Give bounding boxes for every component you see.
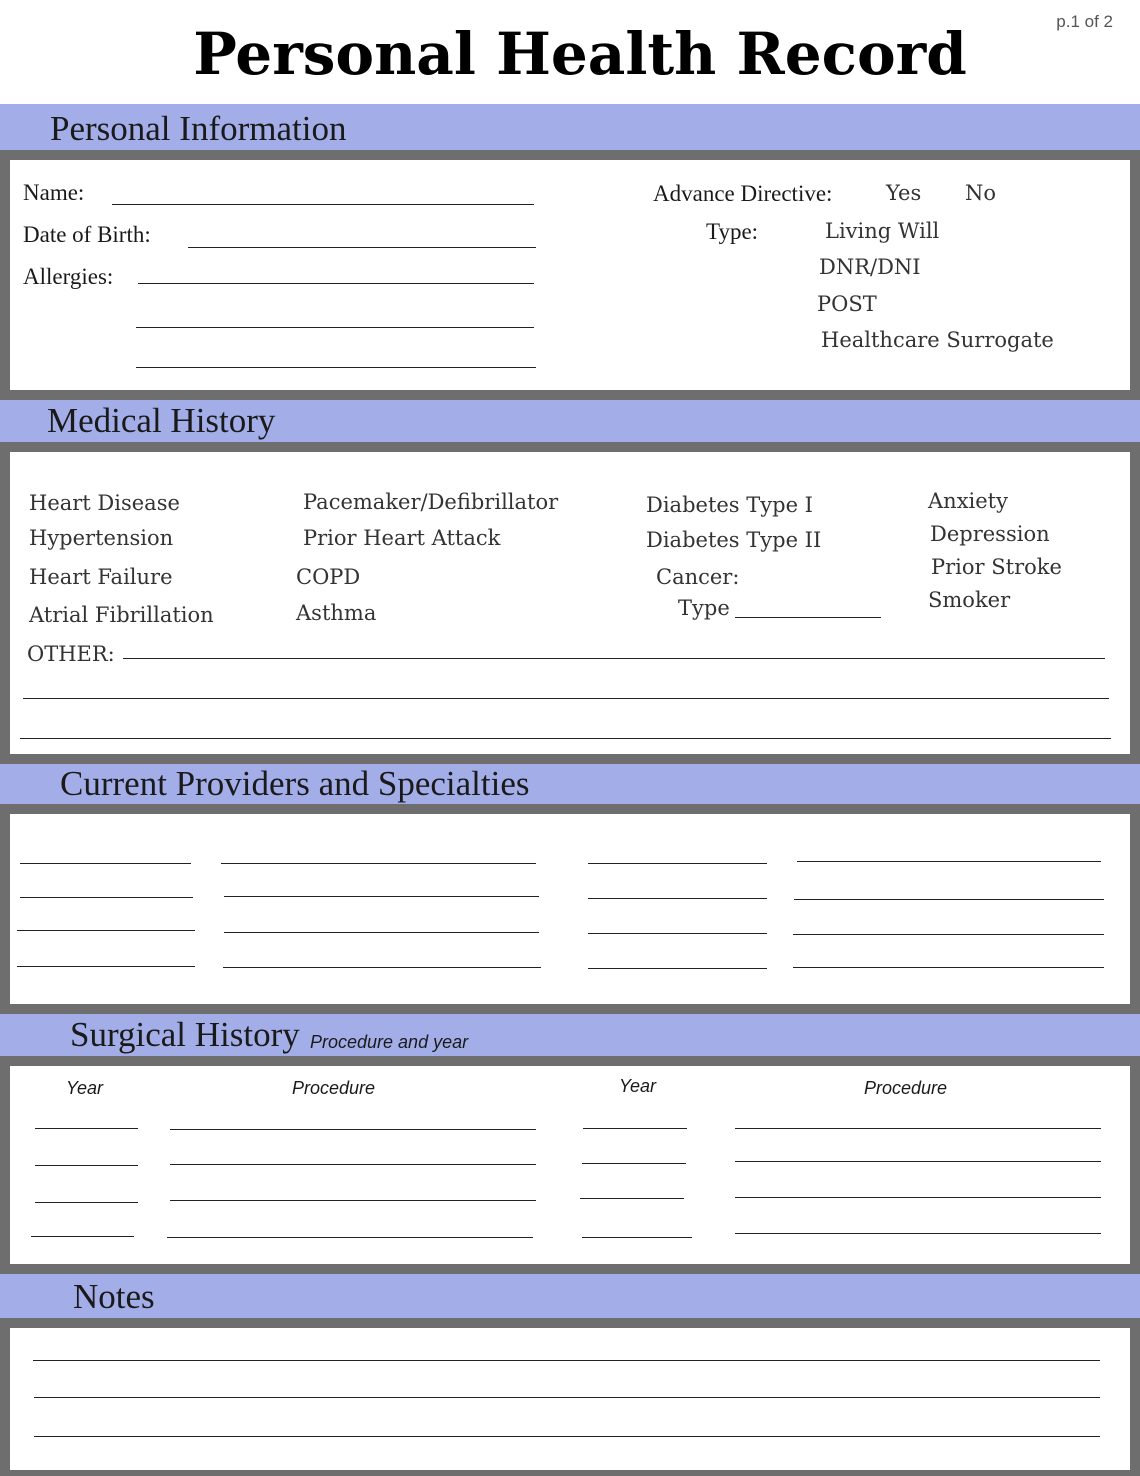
section-heading: Personal Information [50, 109, 347, 148]
dob-label: Date of Birth: [23, 222, 151, 247]
surgery-year-field[interactable] [31, 1236, 134, 1237]
notes-body [10, 1328, 1130, 1470]
condition-heart-disease[interactable]: Heart Disease [29, 491, 180, 515]
condition-diabetes-type-2[interactable]: Diabetes Type II [646, 528, 822, 552]
type-healthcare-surrogate[interactable]: Healthcare Surrogate [821, 328, 1054, 352]
dob-field[interactable] [188, 247, 536, 248]
allergies-label: Allergies: [23, 264, 114, 289]
surgical-history-body [10, 1066, 1130, 1264]
provider-field[interactable] [20, 863, 191, 864]
surgery-procedure-field[interactable] [735, 1233, 1101, 1234]
providers-frame [0, 804, 1140, 1014]
procedure-header: Procedure [864, 1078, 948, 1098]
condition-prior-stroke[interactable]: Prior Stroke [931, 555, 1062, 579]
specialty-field[interactable] [221, 863, 536, 864]
condition-depression[interactable]: Depression [930, 522, 1050, 546]
surgery-year-field[interactable] [580, 1198, 684, 1199]
surgery-procedure-field[interactable] [170, 1129, 536, 1130]
surgery-procedure-field[interactable] [735, 1197, 1101, 1198]
specialty-field[interactable] [797, 861, 1101, 862]
other-field-1[interactable] [123, 658, 1105, 659]
section-subheading: Procedure and year [310, 1032, 469, 1052]
condition-pacemaker[interactable]: Pacemaker/Defibrillator [303, 490, 559, 514]
provider-field[interactable] [588, 933, 767, 934]
specialty-field[interactable] [224, 932, 539, 933]
other-field-3[interactable] [20, 738, 1111, 739]
surgery-year-field[interactable] [35, 1202, 138, 1203]
notes-field-3[interactable] [34, 1436, 1100, 1437]
provider-field[interactable] [588, 898, 767, 899]
other-field-2[interactable] [23, 698, 1109, 699]
advance-directive-yes[interactable]: Yes [886, 181, 922, 205]
allergies-field-2[interactable] [136, 327, 534, 328]
surgery-year-field[interactable] [35, 1165, 138, 1166]
notes-field-1[interactable] [33, 1360, 1100, 1361]
condition-heart-failure[interactable]: Heart Failure [29, 565, 173, 589]
procedure-header: Procedure [292, 1078, 376, 1098]
name-label: Name: [23, 180, 85, 205]
page-number: p.1 of 2 [1056, 12, 1113, 31]
year-header: Year [66, 1078, 104, 1098]
personal-information-frame [0, 150, 1140, 400]
surgical-history-band [0, 1014, 1140, 1056]
cancer-type-label: Type [678, 596, 730, 620]
notes-band [0, 1274, 1140, 1318]
year-header: Year [619, 1076, 657, 1096]
advance-directive-no[interactable]: No [965, 181, 997, 205]
surgery-procedure-field[interactable] [170, 1164, 536, 1165]
page-title: Personal Health Record [193, 20, 967, 88]
section-heading: Surgical History [70, 1015, 300, 1054]
allergies-field-3[interactable] [136, 367, 536, 368]
name-field[interactable] [112, 204, 534, 205]
condition-anxiety[interactable]: Anxiety [928, 489, 1008, 513]
specialty-field[interactable] [793, 967, 1104, 968]
condition-asthma[interactable]: Asthma [296, 601, 377, 625]
type-dnr-dni[interactable]: DNR/DNI [819, 255, 921, 279]
provider-field[interactable] [20, 897, 193, 898]
type-living-will[interactable]: Living Will [825, 219, 940, 243]
surgery-procedure-field[interactable] [167, 1237, 533, 1238]
advance-directive-label: Advance Directive: [653, 181, 833, 206]
personal-information-band [0, 104, 1140, 150]
personal-information-body [10, 160, 1130, 390]
condition-diabetes-type-1[interactable]: Diabetes Type I [646, 493, 813, 517]
condition-cancer[interactable]: Cancer: [656, 565, 740, 589]
allergies-field-1[interactable] [138, 283, 534, 284]
surgery-procedure-field[interactable] [735, 1128, 1101, 1129]
surgical-history-frame [0, 1056, 1140, 1274]
condition-atrial-fibrillation[interactable]: Atrial Fibrillation [29, 603, 214, 627]
condition-hypertension[interactable]: Hypertension [29, 526, 174, 550]
notes-frame [0, 1318, 1140, 1476]
section-heading: Medical History [47, 401, 276, 440]
providers-band [0, 764, 1140, 804]
provider-field[interactable] [588, 968, 767, 969]
type-label: Type: [706, 219, 759, 244]
surgery-procedure-field[interactable] [170, 1200, 536, 1201]
provider-field[interactable] [17, 930, 195, 931]
medical-history-body [10, 452, 1130, 754]
surgery-procedure-field[interactable] [735, 1161, 1101, 1162]
condition-prior-heart-attack[interactable]: Prior Heart Attack [303, 526, 501, 550]
type-post[interactable]: POST [817, 292, 877, 316]
surgery-year-field[interactable] [582, 1163, 686, 1164]
section-heading: Current Providers and Specialties [60, 764, 530, 803]
notes-field-2[interactable] [34, 1397, 1100, 1398]
specialty-field[interactable] [793, 934, 1104, 935]
condition-smoker[interactable]: Smoker [928, 588, 1011, 612]
specialty-field[interactable] [223, 967, 541, 968]
surgery-year-field[interactable] [35, 1128, 138, 1129]
cancer-type-field[interactable] [735, 617, 881, 618]
other-label: OTHER: [27, 642, 115, 666]
surgery-year-field[interactable] [583, 1128, 687, 1129]
providers-body [10, 814, 1130, 1004]
provider-field[interactable] [588, 863, 767, 864]
medical-history-frame [0, 442, 1140, 764]
specialty-field[interactable] [794, 899, 1104, 900]
section-heading: Notes [73, 1277, 155, 1316]
condition-copd[interactable]: COPD [296, 565, 361, 589]
provider-field[interactable] [17, 966, 195, 967]
surgery-year-field[interactable] [582, 1237, 692, 1238]
specialty-field[interactable] [224, 896, 539, 897]
medical-history-band [0, 400, 1140, 442]
